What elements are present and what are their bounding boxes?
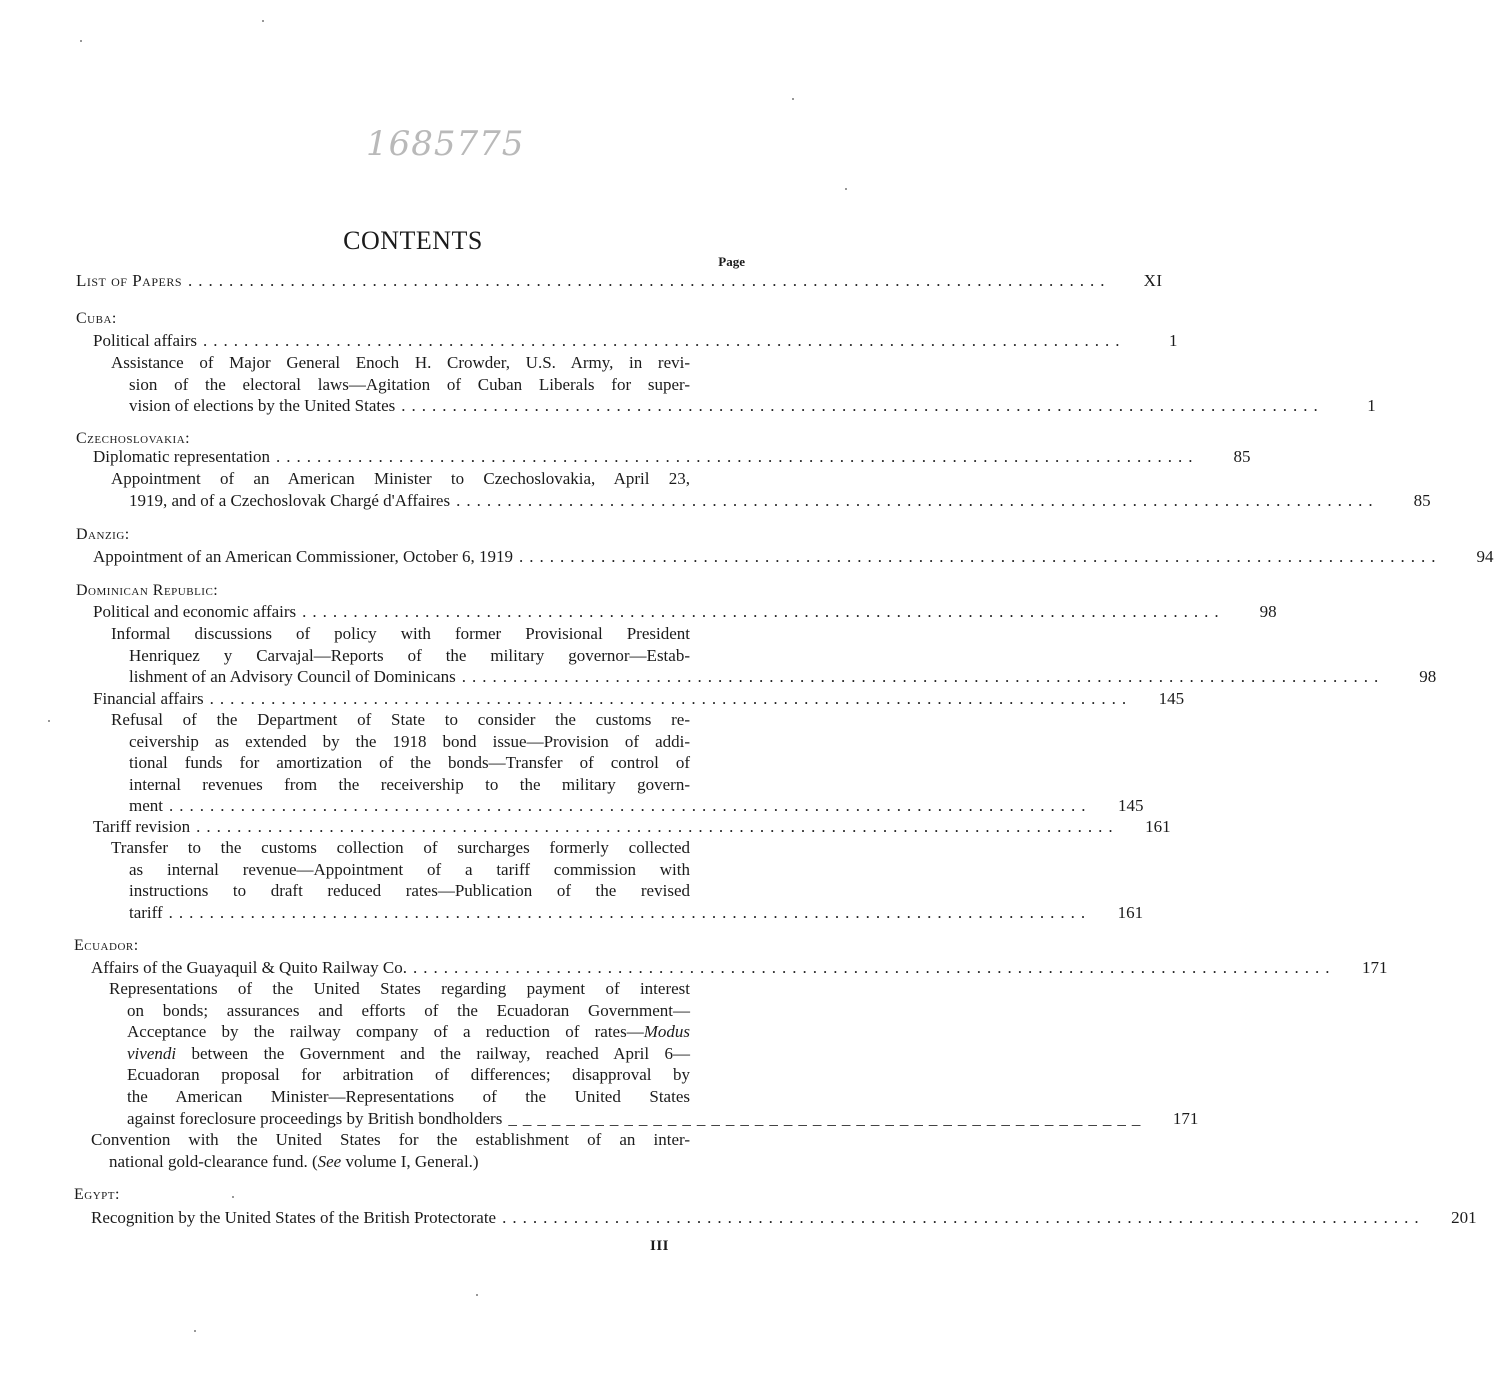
toc-page-number: 171 <box>1172 1109 1199 1128</box>
toc-entry-dominican-refusal[interactable] <box>111 709 690 795</box>
toc-entry-danzig-commissioner[interactable] <box>93 546 1494 568</box>
scan-speck <box>194 1330 196 1332</box>
entry-text: Acceptance by the railway company of a reduction of rates— <box>127 1022 644 1041</box>
entry-line: Convention with the United States for the establishment of an inter- <box>91 1130 690 1149</box>
toc-entry-list-of-papers[interactable] <box>76 270 1163 292</box>
leader-dots: .......................................................................................... <box>188 271 1111 290</box>
section-heading-cuba: Cuba: <box>76 310 117 327</box>
toc-entry-ecuador-convention[interactable] <box>91 1129 690 1172</box>
leader-dots: .......................................................................................... <box>502 1208 1425 1227</box>
leader-dots: .......................................................................................... <box>168 903 1092 922</box>
toc-entry-czech-diplomatic[interactable] <box>93 446 1251 468</box>
entry-italic-text: See <box>317 1151 342 1171</box>
leader-dots: .......................................................................................... <box>456 491 1379 510</box>
toc-entry-czech-minister-end[interactable] <box>129 490 1431 512</box>
toc-label: Political and economic affairs <box>93 602 297 621</box>
toc-page-number: 85 <box>1233 447 1251 466</box>
toc-entry-dominican-transfer[interactable] <box>111 837 690 902</box>
leader-dots: .......................................................................................... <box>519 547 1442 566</box>
section-heading-danzig: Danzig: <box>76 526 130 543</box>
scan-speck <box>262 20 264 22</box>
section-heading-egypt: Egypt: <box>74 1186 120 1203</box>
toc-page-number: 98 <box>1259 602 1277 621</box>
leader-dots: .......................................................................................... <box>203 331 1126 350</box>
scan-speck <box>476 1294 478 1296</box>
scan-speck <box>232 1196 234 1198</box>
toc-page-number: 98 <box>1419 667 1437 686</box>
entry-text: between the Government and the railway, reached April 6— <box>176 1043 690 1063</box>
scan-speck <box>845 188 847 190</box>
entry-line: Assistance of Major General Enoch H. Crowder, U.S. Army, in revi- <box>111 353 690 372</box>
toc-label: lishment of an Advisory Council of Dominicans <box>129 667 456 686</box>
entry-line: sion of the electoral laws—Agitation of Cuban Liberals for super- <box>129 374 690 394</box>
toc-entry-ecuador-representations[interactable] <box>109 978 690 1107</box>
toc-entry-dominican-financial[interactable] <box>93 688 1185 710</box>
entry-line: tional funds for amortization of the bonds—Transfer of control of <box>129 753 690 772</box>
leader-dots: .......................................................................................... <box>196 817 1119 836</box>
entry-text: national gold-clearance fund. ( <box>109 1151 318 1171</box>
scan-speck <box>48 720 50 722</box>
toc-page-number: 171 <box>1362 958 1388 977</box>
toc-label: against foreclosure proceedings by British bondholders <box>127 1109 503 1128</box>
entry-line: Appointment of an American Minister to Czechoslovakia, April 23, <box>111 469 690 488</box>
leader-dots: .......................................................................................... <box>302 602 1225 621</box>
toc-entry-dominican-tariff[interactable] <box>93 816 1171 838</box>
toc-page-number: 85 <box>1413 491 1431 510</box>
entry-italic-text: vivendi <box>127 1043 177 1063</box>
entry-line: on bonds; assurances and efforts of the Ecuadoran Government— <box>127 1000 690 1020</box>
toc-label: vision of elections by the United States <box>129 396 396 415</box>
leader-dots: .......................................................................................... <box>413 958 1336 977</box>
toc-label: Political affairs <box>93 331 198 350</box>
entry-line: Henriquez y Carvajal—Reports of the military governor—Estab- <box>129 645 690 665</box>
toc-page-number: 201 <box>1451 1208 1477 1227</box>
toc-entry-dominican-political[interactable] <box>93 601 1277 623</box>
toc-entry-cuba-crowder[interactable] <box>111 352 690 395</box>
toc-label: Affairs of the Guayaquil & Quito Railway Co. <box>91 958 408 977</box>
toc-page-number: 161 <box>1145 817 1171 836</box>
leader-dots: .......................................................................................... <box>401 396 1324 415</box>
entry-line: instructions to draft reduced rates—Publication of the revised <box>129 881 690 900</box>
entry-line: ceivership as extended by the 1918 bond issue—Provision of addi- <box>129 731 690 751</box>
scan-speck <box>80 40 82 42</box>
toc-entry-ecuador-representations-end[interactable] <box>127 1108 1199 1130</box>
entry-text: volume I, General.) <box>341 1151 479 1171</box>
toc-entry-dominican-transfer-end[interactable] <box>129 902 1144 924</box>
entry-line: Transfer to the customs collection of surcharges formerly collected <box>111 838 690 857</box>
toc-label: ment <box>129 796 163 815</box>
toc-page-number: 145 <box>1158 689 1185 708</box>
entry-line: Refusal of the Department of State to consider the customs re- <box>111 710 690 729</box>
page-column-header: Page <box>718 254 745 269</box>
entry-line: Representations of the United States regarding payment of interest <box>109 979 690 998</box>
section-heading-ecuador: Ecuador: <box>74 937 139 954</box>
leader-dots: .......................................................................................... <box>461 667 1385 686</box>
library-stamp: 1685775 <box>366 124 525 164</box>
toc-entry-czech-minister[interactable] <box>111 468 690 490</box>
entry-italic-text: Modus <box>643 1022 690 1041</box>
section-heading-dominican-republic: Dominican Republic: <box>76 582 219 599</box>
entry-line: the American Minister—Representations of the United States <box>127 1086 690 1106</box>
entry-line <box>109 1151 690 1173</box>
entry-line: Informal discussions of policy with former Provisional President <box>111 624 690 643</box>
entry-line: Ecuadoran proposal for arbitration of differences; disapproval by <box>127 1065 690 1084</box>
toc-label: Tariff revision <box>93 817 191 836</box>
toc-page-number: XI <box>1143 271 1163 290</box>
toc-entry-egypt-recognition[interactable] <box>91 1207 1477 1229</box>
leader-dots: .......................................................................................... <box>169 796 1092 815</box>
toc-label: tariff <box>129 903 163 922</box>
toc-page-number: 94 <box>1476 547 1494 566</box>
entry-line <box>127 1021 690 1043</box>
leader-dashes: ____________________________________________ <box>508 1109 1147 1128</box>
toc-entry-dominican-refusal-end[interactable] <box>129 795 1144 817</box>
toc-entry-dominican-informal[interactable] <box>111 623 690 666</box>
toc-entry-ecuador-railway[interactable] <box>91 957 1388 979</box>
toc-page-number: 145 <box>1118 796 1144 815</box>
entry-line: internal revenues from the receivership to the military govern- <box>129 774 690 794</box>
toc-label: Recognition by the United States of the British Protectorate <box>91 1208 497 1227</box>
toc-label: Diplomatic representation <box>93 447 271 466</box>
toc-entry-dominican-informal-end[interactable] <box>129 666 1437 688</box>
toc-label: Appointment of an American Commissioner, October 6, 1919 <box>93 547 513 566</box>
leader-dots: .......................................................................................... <box>276 447 1199 466</box>
toc-page-number: 1 <box>1169 331 1178 350</box>
toc-page-number: 161 <box>1117 903 1144 922</box>
section-heading-czechoslovakia: Czechoslovakia: <box>76 430 191 447</box>
page-title: CONTENTS <box>343 226 483 255</box>
toc-entry-cuba-political[interactable] <box>93 330 1178 352</box>
toc-label: 1919, and of a Czechoslovak Chargé d'Affaires <box>129 491 451 510</box>
toc-label: Financial affairs <box>93 689 204 708</box>
toc-entry-cuba-crowder-end[interactable] <box>129 395 1376 417</box>
entry-line <box>127 1043 690 1065</box>
toc-label: List of Papers <box>76 271 183 290</box>
entry-line: as internal revenue—Appointment of a tariff commission with <box>129 859 690 879</box>
toc-page-number: 1 <box>1367 396 1376 415</box>
scan-speck <box>792 98 794 100</box>
leader-dots: .......................................................................................... <box>209 689 1133 708</box>
page-folio: III <box>650 1238 670 1254</box>
